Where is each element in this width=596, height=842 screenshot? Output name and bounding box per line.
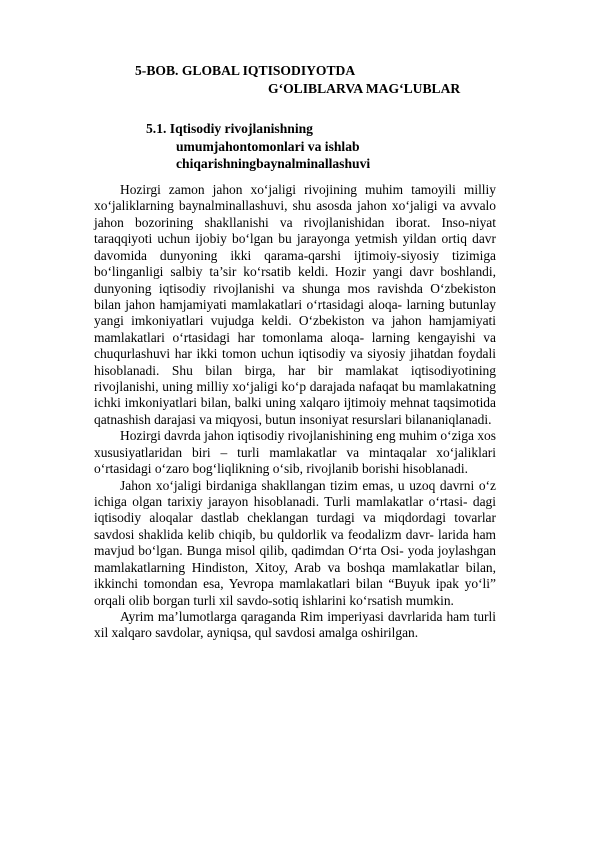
body-text [94, 182, 496, 642]
section-heading-line-2: umumjahontomonlari va ishlab [176, 138, 360, 154]
section-heading-line-1: 5.1. Iqtisodiy rivojlanishning [146, 121, 313, 136]
paragraph: Ayrim ma’lumotlarga qaraganda Rim imperiyasi davrlarida ham turli xil xalqaro savdolar, ayniqsa, qul savdosi amalga oshirilgan. [94, 608, 496, 641]
paragraph: Hozirgi davrda jahon iqtisodiy rivojlanishining eng muhim o‘ziga xos xususiyatlaridan biri – turli mamlakatlar va mintaqalar xo‘jaliklari o‘rtasidagi o‘zaro bog‘liqlikning o‘sib, rivojlanib borishi hisoblanadi. [94, 428, 496, 477]
chapter-heading-line-2: G‘OLIBLARVA MAG‘LUBLAR [268, 81, 461, 96]
section-heading-line-3: chiqarishningbaynalminallashuvi [176, 156, 371, 171]
chapter-heading-line-1: 5-BOB. GLOBAL IQTISODIYOTDA [135, 63, 356, 78]
paragraph: Hozirgi zamon jahon xo‘jaligi rivojining muhim tamoyili milliy xo‘jaliklarning baynalminallashuvi, shu asosda jahon xo‘jaligi va avvalo jahon bozorining shakllanishi va rivojlanishidan iborat. Inso-niyat taraqqiyoti uchun ijobiy bo‘lgan bu jarayonga yetmish yildan ortiq davr davomida dunyoning ikki qarama-qarshi ijtimoiy-siyosiy tizimiga bo‘linganligi salbiy ta’sir ko‘rsatib keldi. Hozir yangi davr boshlandi, dunyoning iqtisodiy rivojlanishi va shunga mos ravishda O‘zbekiston bilan jahon hamjamiyati mamlakatlari o‘rtasidagi aloqa- larning butunlay yangi imkoniyatlari vujudga keldi. O‘zbekiston va jahon hamjamiyati mamlakatlari o‘rtasidagi har tomonlama aloqa- larning kengayishi va chuqurlashuvi har ikki tomon uchun iqtisodiy va siyosiy jihatdan foydali hisoblanadi. Shu bilan birga, har bir mamlakat iqtisodiyotining rivojlanishi, uning milliy xo‘jaligi ko‘p darajada nafaqat bu mamlakatning ichki imkoniyatlari bilan, balki uning xalqaro ijtimoiy mehnat taqsimotida qatnashish darajasi va miqyosi, butun insoniyat resurslari bilananiqlanadi. [94, 182, 496, 427]
paragraph: Jahon xo‘jaligi birdaniga shakllangan tizim emas, u uzoq davrni o‘z ichiga olgan tarixiy jarayon hisoblanadi. Turli mamlakatlar o‘rtasi- dagi iqtisodiy aloqalar dastlab cheklangan turdagi va miqdordagi tovarlar savdosi shaklida kelib chiqib, bu quldorlik va feodalizm davr- larida ham mavjud bo‘lgan. Bunga misol qilib, qadimdan O‘rta Osi- yoda joylashgan mamlakatlarning Hindiston, Xitoy, Arab va boshqa mamlakatlar bilan, ikkinchi tomondan esa, Yevropa mamlakatlari bilan “Buyuk ipak yo‘li” orqali olib borgan turli xil savdo-sotiq ishlarini ko‘rsatish mumkin. [94, 477, 496, 608]
